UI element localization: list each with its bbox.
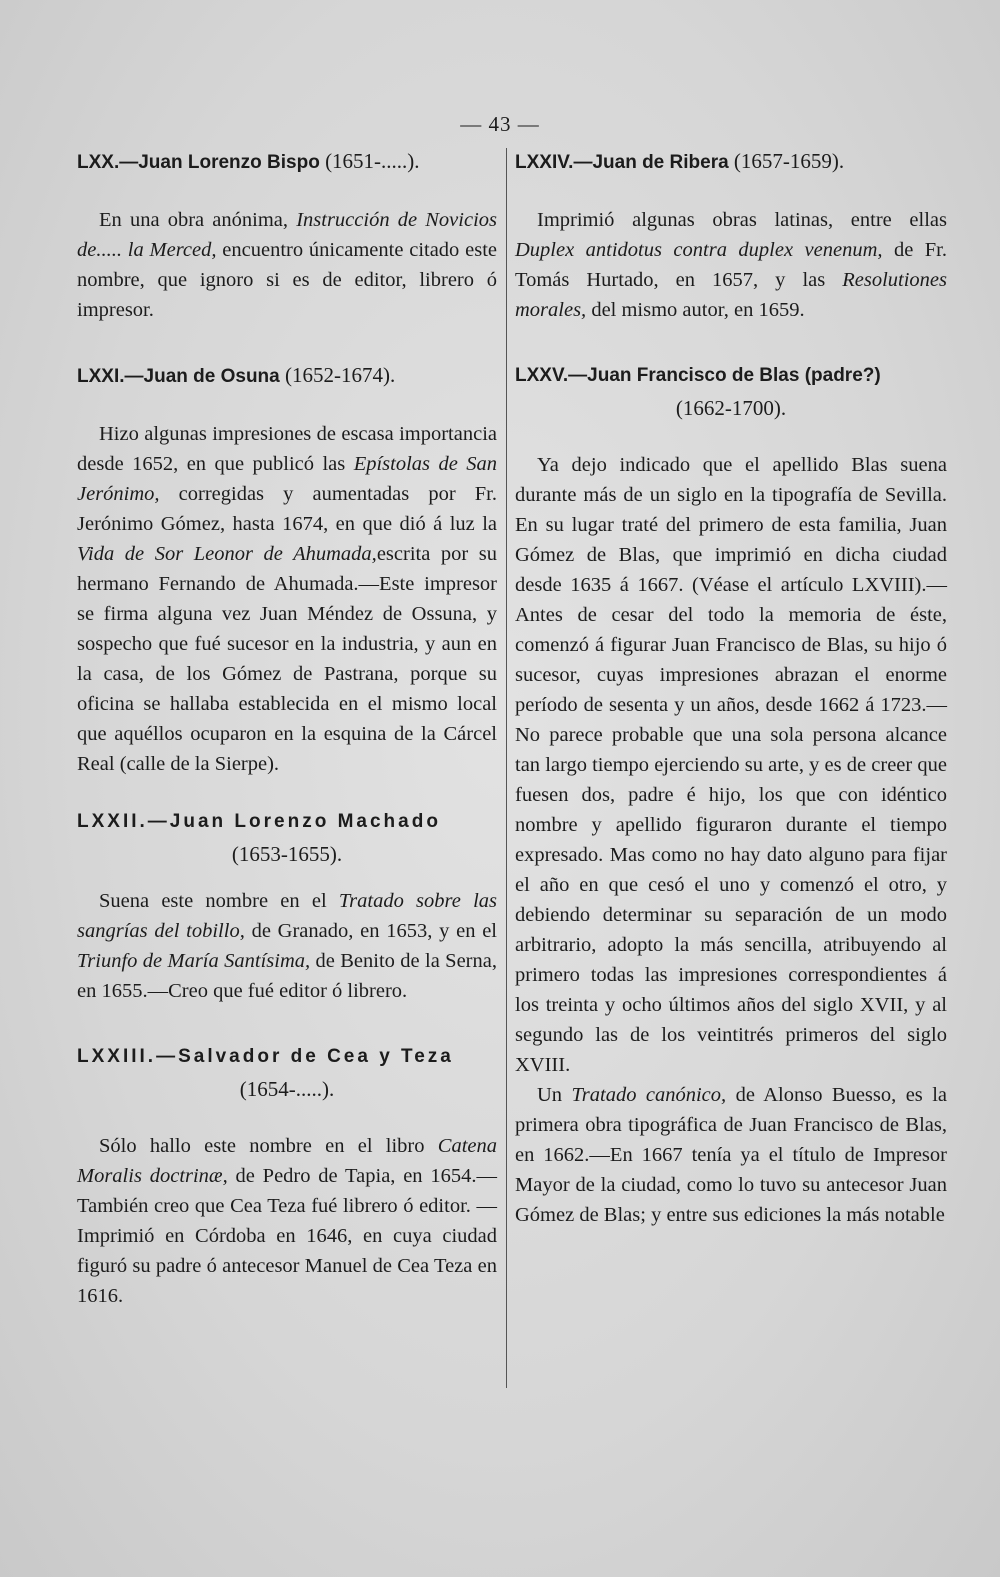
- entry-paragraph: [77, 1131, 497, 1311]
- italic-title: Triunfo de María Santísima,: [77, 950, 311, 972]
- text-run: de Pedro de Tapia, en 1654.—También creo que Cea Teza fué librero ó editor. — Imprimió en Córdoba en 1646, en cuya ciudad figuró su padre ó antecesor Manuel de Cea Teza en 1616.: [77, 1165, 497, 1307]
- entry-name: Salvador de Cea y Teza: [178, 1046, 454, 1067]
- entry-heading-lxxiv: [515, 145, 947, 179]
- italic-title: Epístolas de San Jerónimo,: [77, 453, 497, 505]
- text-run: del mismo autor, en 1659.: [586, 299, 805, 321]
- entry-number: LXXI.: [77, 366, 125, 387]
- italic-title: Tratado canónico,: [571, 1084, 727, 1106]
- left-column: [77, 145, 497, 1311]
- entry-sep: —: [147, 811, 170, 832]
- entry-sep: —: [573, 152, 593, 173]
- entry-dates: (1657-1659).: [728, 149, 845, 173]
- entry-number: LXXV.: [515, 365, 569, 386]
- text-run: Imprimió algunas obras latinas, entre ellas: [537, 209, 947, 231]
- text-run: de Granado, en 1653, y en el: [244, 920, 497, 942]
- entry-name: Juan de Osuna: [143, 366, 280, 387]
- text-run: de Alonso Buesso, es la primera obra tipográfica de Juan Francisco de Blas, en 1662.—En 1667 tenía ya el título de Impresor Mayor de la ciudad, como lo tuvo su antecesor Juan Gómez de Blas; y entre sus ediciones la más notable: [515, 1084, 948, 1226]
- entry-name: Juan Lorenzo Bispo: [138, 152, 320, 173]
- italic-title: Vida de Sor Leonor de Ahumada,: [77, 543, 377, 565]
- entry-number: LXXIV.: [515, 152, 574, 173]
- entry-paragraph: [77, 886, 497, 1006]
- entry-dates: (1653-1655).: [231, 842, 343, 866]
- entry-sep: —: [568, 365, 588, 386]
- entry-number: LXX.: [77, 152, 120, 173]
- text-run: corregidas y aumentadas por Fr. Jerónimo Gómez, hasta 1674, en que dió á luz la: [77, 483, 497, 535]
- italic-title: Catena Moralis doctrinæ,: [77, 1135, 497, 1187]
- page-number: — 43 —: [460, 112, 540, 136]
- text-run: Hizo algunas impresiones de escasa importancia desde 1652, en que publicó las: [77, 423, 497, 475]
- entry-paragraph: [77, 205, 497, 325]
- entry-name: Juan Lorenzo Machado: [169, 811, 441, 832]
- entry-heading-lxxii: [77, 805, 497, 870]
- text-run: de Fr. Tomás Hurtado, en 1657, y las: [515, 239, 947, 291]
- entry-number: LXXIII.: [77, 1046, 157, 1067]
- italic-title: Resolutiones morales,: [515, 269, 947, 321]
- italic-title: Tratado sobre las sangrías del tobillo,: [77, 890, 497, 942]
- text-run: Sólo hallo este nombre en el libro: [99, 1135, 438, 1157]
- entry-dates: (1654-.....).: [239, 1077, 335, 1101]
- entry-heading-lxxv: [515, 359, 947, 424]
- text-run: En una obra anónima,: [99, 209, 297, 231]
- entry-dates: (1651-.....).: [319, 149, 420, 173]
- text-run: Un: [537, 1084, 572, 1106]
- right-column: [515, 145, 947, 1230]
- italic-title: Duplex antidotus contra duplex venenum,: [515, 239, 883, 261]
- entry-dates: (1652-1674).: [279, 363, 396, 387]
- entry-sep: —: [124, 366, 144, 387]
- text-run: de Benito de la Serna, en 1655.—Creo que fué editor ó librero.: [77, 950, 497, 1002]
- entry-name: Juan de Ribera: [592, 152, 729, 173]
- entry-sep: —: [119, 152, 139, 173]
- column-divider: [506, 148, 507, 1388]
- entry-heading-lxx: [77, 145, 497, 179]
- entry-paragraph: [515, 205, 947, 325]
- entry-paragraph: [77, 419, 497, 779]
- entry-heading-lxxiii: [77, 1040, 497, 1105]
- entry-sep: —: [156, 1046, 179, 1067]
- entry-paragraph: [515, 1080, 947, 1230]
- text-run: encuentro únicamente citado este nombre, que ignoro si es de editor, librero ó impresor.: [77, 239, 497, 321]
- text-run: escrita por su hermano Fernando de Ahumada.—Este impresor se firma alguna vez Juan Méndez de Ossuna, y sospecho que fué sucesor en la industria, y aun en la casa, de los Gómez de Pastrana, porque su oficina se hallaba establecida en el mismo local que aquéllos ocuparon en la esquina de la Cárcel Real (calle de la Sierpe).: [77, 543, 498, 775]
- entry-name: Juan Francisco de Blas (padre?): [587, 365, 881, 386]
- entry-number: LXXII.: [77, 811, 148, 832]
- entry-paragraph: Ya dejo indicado que el apellido Blas suena durante más de un siglo en la tipografía de Sevilla. En su lugar traté del primero de esta familia, Juan Gómez de Blas, que imprimió en dicha ciudad desde 1635 á 1667. (Véase el artículo LXVIII).—Antes de cesar del todo la memoria de éste, comenzó á figurar Juan Francisco de Blas, su hijo ó sucesor, cuyas impresiones abrazan el enorme período de sesenta y un años, desde 1662 á 1723.—No parece probable que una sola persona alcance tan largo tiempo ejerciendo su arte, y es de creer que fuesen dos, padre é hijo, los que con idéntico nombre y apellido figuraron durante el tiempo expresado. Mas como no hay dato alguno para fijar el año en que cesó el uno y comenzó el otro, y debiendo determinar su separación de un modo arbitrario, adopto la más sencilla, atribuyendo al primero todas las impresiones correspondientes á los treinta y ocho últimos años del siglo XVII, y al segundo las de los veintitrés primeros del siglo XVIII.: [515, 454, 947, 1076]
- italic-title: Instrucción de Novicios de..... la Merced,: [77, 209, 498, 261]
- entry-dates: (1662-1700).: [675, 396, 787, 420]
- text-run: Suena este nombre en el: [99, 890, 339, 912]
- entry-heading-lxxi: [77, 359, 497, 393]
